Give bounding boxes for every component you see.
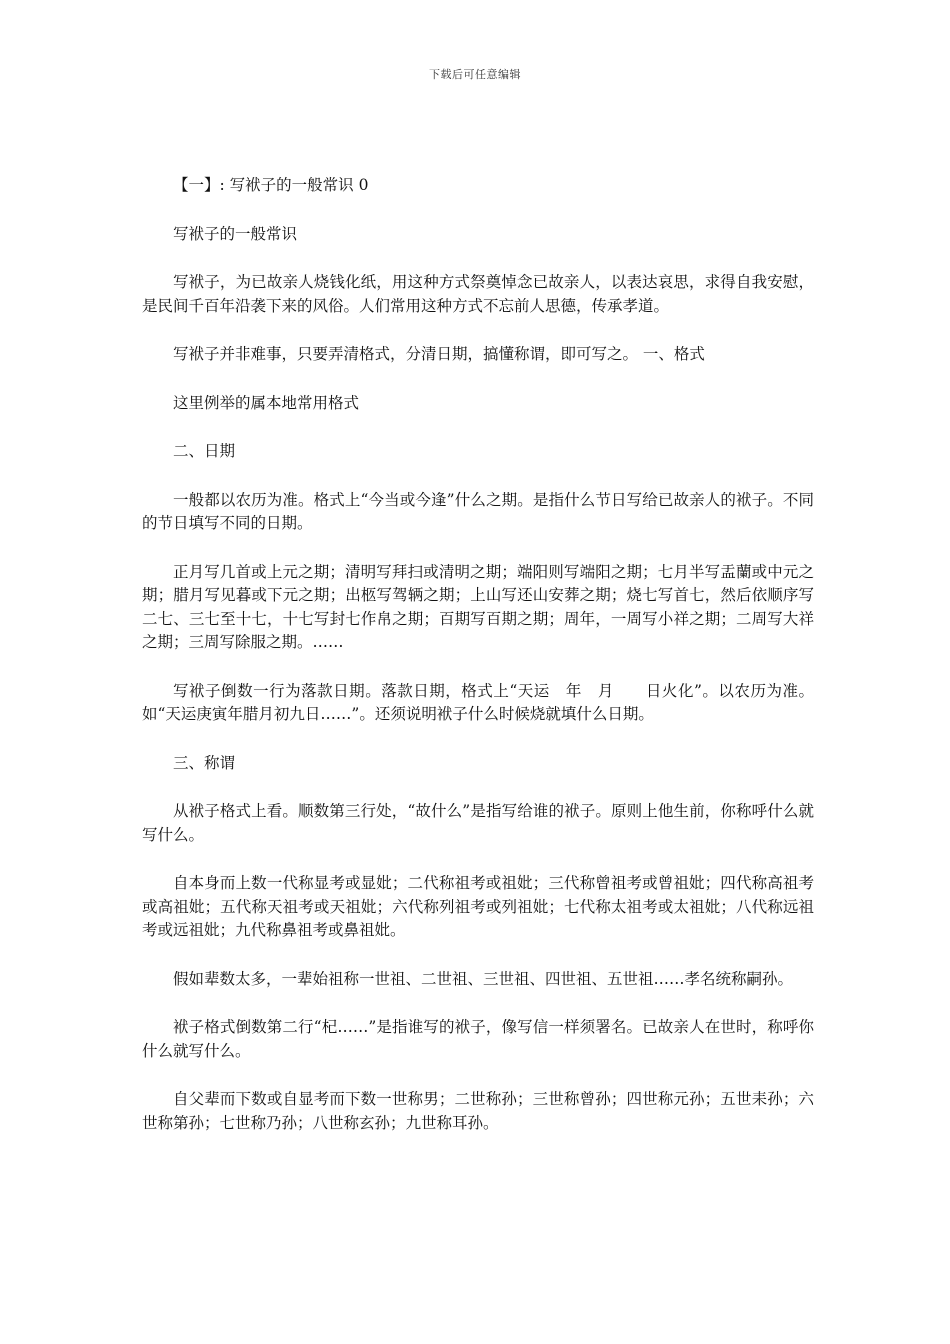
paragraph-titles-descendants: 自父辈而下数或自显考而下数一世称男；二世称孙；三世称曾孙；四世称元孙；五世耒孙；六世称第孙；七世称乃孙；八世称玄孙；九世称耳孙。 — [142, 1090, 814, 1132]
paragraph-overview: 写袱子并非难事，只要弄清格式，分清日期，搞懂称谓，即可写之。 一、格式 — [173, 345, 705, 363]
paragraph-intro: 写袱子，为已故亲人烧钱化纸，用这种方式祭奠悼念已故亲人，以表达哀思，求得自我安慰，是民间千百年沿袭下来的风俗。人们常用这种方式不忘前人思德，传承孝道。 — [142, 273, 814, 315]
document-heading: 【一】: 写袱子的一般常识 0 — [173, 176, 369, 194]
page-header-note: 下载后可任意编辑 — [429, 68, 521, 81]
paragraph-date-festivals: 正月写几首或上元之期；清明写拜扫或清明之期；端阳则写端阳之期；七月半写盂蘭或中元之期；腊月写见暮或下元之期；出柩写驾辆之期；上山写还山安葬之期；烧七写首七，然后依顺序写二七、三七至十七，十七写封七作帛之期；百期写百期之期；周年，一周写小祥之期；二周写大祥之期；三周写除服之期。…… — [142, 562, 814, 651]
paragraph-titles-ancestors: 自本身而上数一代称显考或显妣；二代称祖考或祖妣；三代称曾祖考或曾祖妣；四代称高祖考或高祖妣；五代称天祖考或天祖妣；六代称列祖考或列祖妣；七代称太祖考或太祖妣；八代称远祖考或远祖妣；九代称鼻祖考或鼻祖妣。 — [142, 874, 814, 939]
paragraph-date-general: 一般都以农历为准。格式上“今当或今逢”什么之期。是指什么节日写给已故亲人的袱子。不同的节日填写不同的日期。 — [142, 490, 814, 532]
document-body — [142, 174, 814, 1160]
paragraph-titles-signer: 袱子格式倒数第二行“杞……”是指谁写的袱子，像写信一样须署名。已故亲人在世时，称呼你什么就写什么。 — [142, 1018, 814, 1060]
section-heading-titles: 三、称谓 — [173, 753, 236, 772]
section-heading-date: 二、日期 — [173, 442, 236, 460]
paragraph-date-signature: 写袱子倒数一行为落款日期。落款日期，格式上“天运 年 月 日火化”。以农历为准。如“天运庚寅年腊月初九日……”。还须说明袱子什么时候烧就填什么日期。 — [142, 681, 814, 723]
paragraph-format-note: 这里例举的属本地常用格式 — [173, 393, 360, 412]
document-subtitle: 写袱子的一般常识 — [173, 224, 298, 243]
paragraph-titles-general: 从袱子格式上看。顺数第三行处，“故什么”是指写给谁的袱子。原则上他生前，你称呼什么就写什么。 — [142, 802, 814, 844]
paragraph-titles-generations: 假如辈数太多，一辈始祖称一世祖、二世祖、三世祖、四世祖、五世祖……孝名统称嗣孙。 — [173, 969, 794, 988]
